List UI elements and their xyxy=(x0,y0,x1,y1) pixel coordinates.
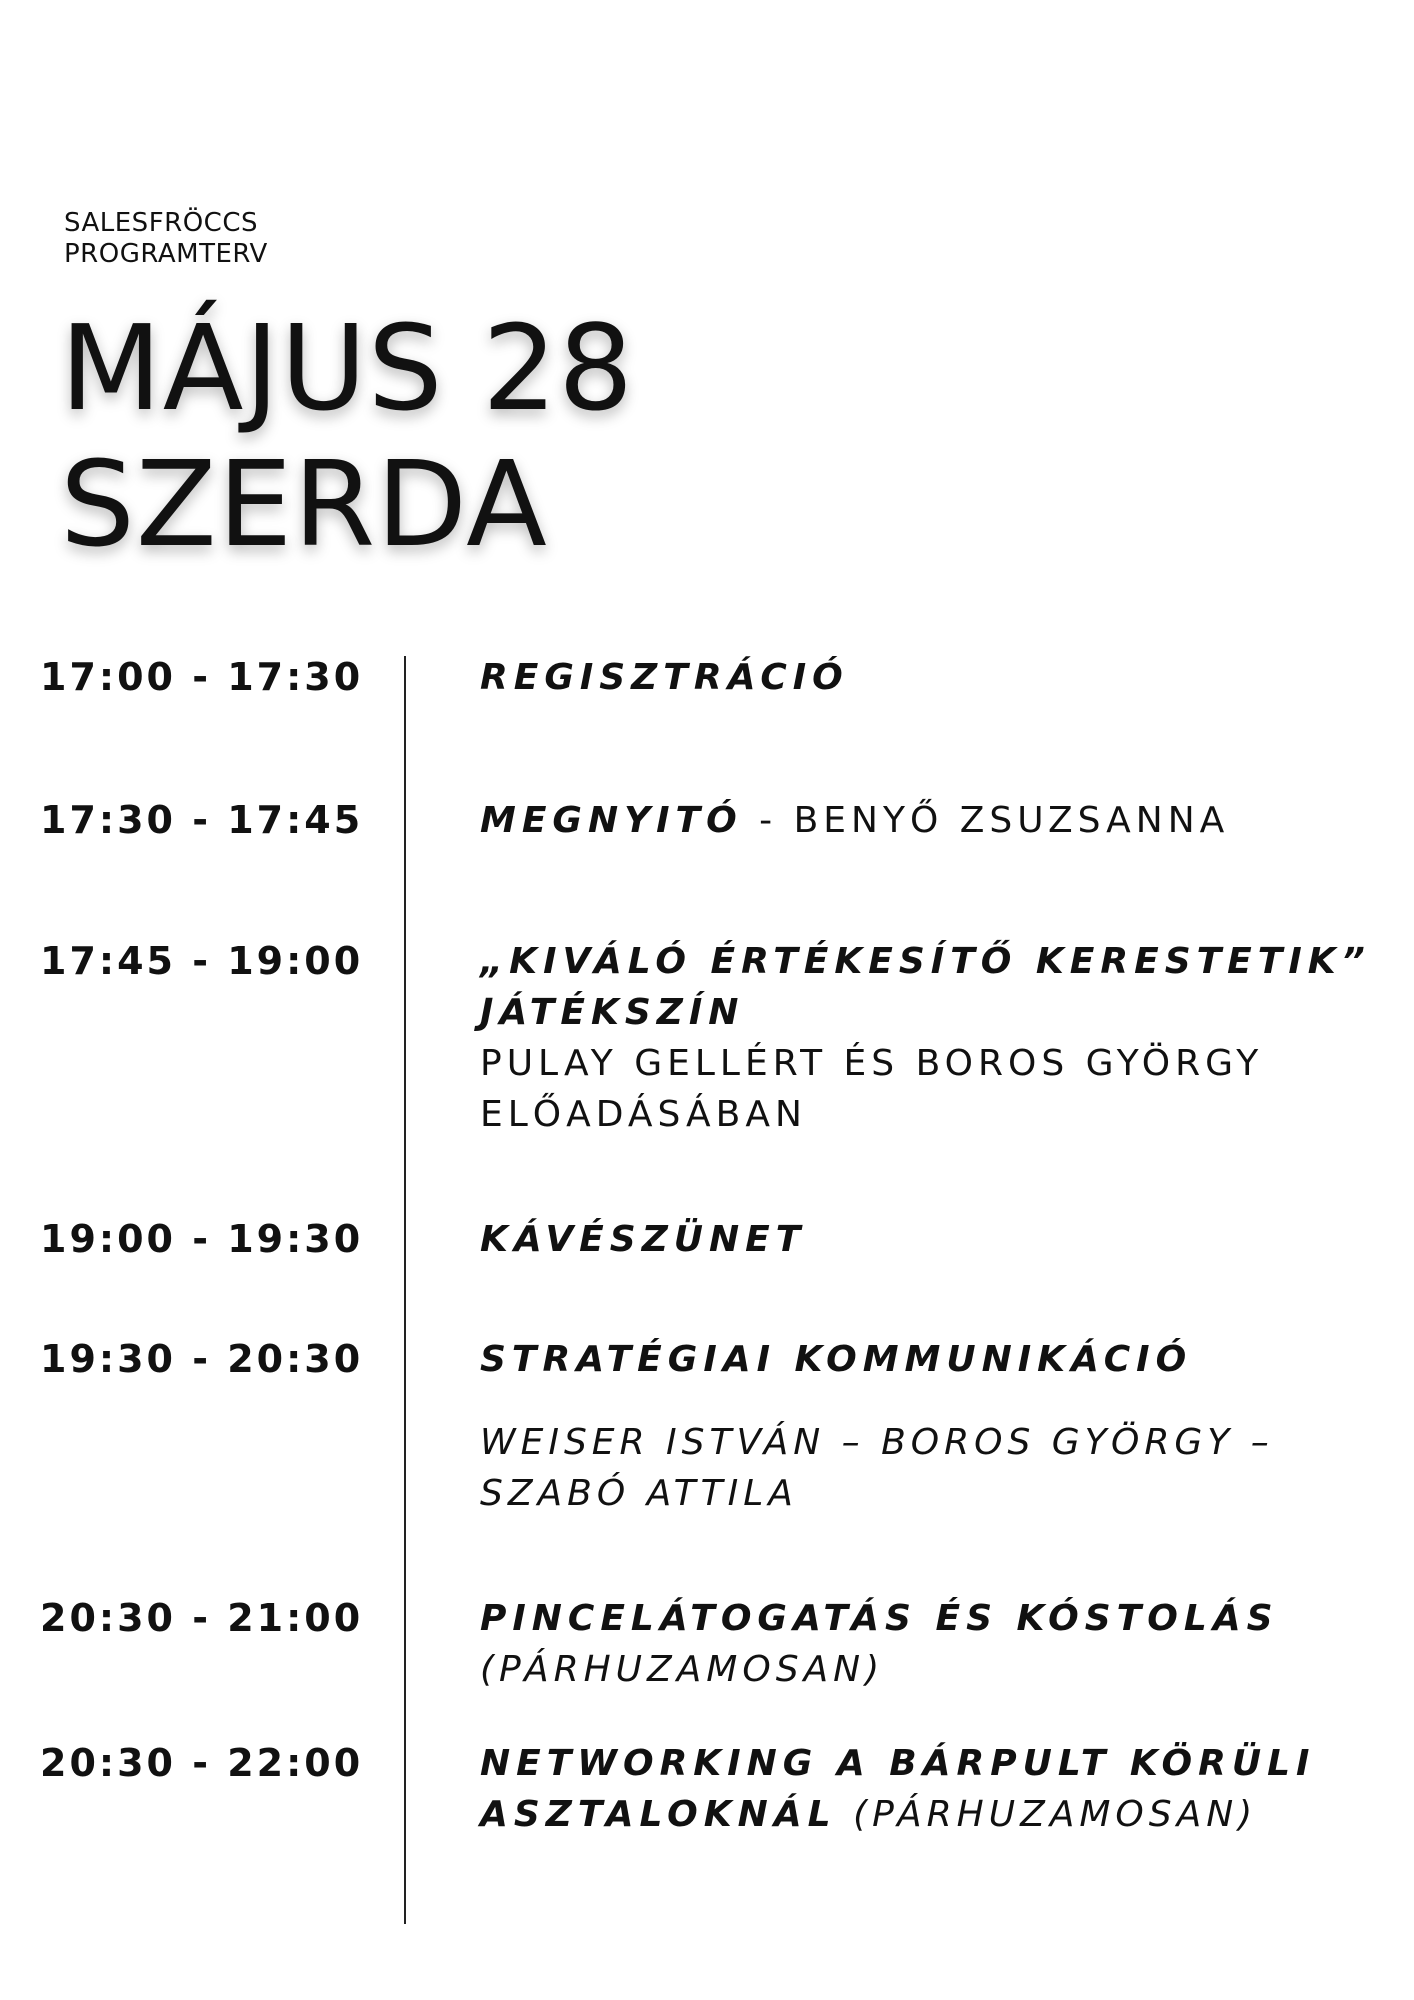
schedule-separator: - xyxy=(742,800,794,841)
subtitle-line-event: SALESFRÖCCS xyxy=(64,208,258,238)
schedule-time: 19:30 - 20:30 xyxy=(40,1337,364,1381)
schedule-time: 19:00 - 19:30 xyxy=(40,1217,364,1261)
schedule-time: 17:45 - 19:00 xyxy=(40,939,364,983)
page-title xyxy=(60,300,634,572)
schedule-note: (PÁRHUZAMOSAN) xyxy=(853,1794,1258,1835)
title-date: MÁJUS 28 xyxy=(60,299,635,437)
schedule-note: (PÁRHUZAMOSAN) xyxy=(480,1649,885,1690)
schedule-title: PINCELÁTOGATÁS ÉS KÓSTOLÁS xyxy=(480,1598,1279,1639)
schedule-title-line-with-note xyxy=(480,1789,1380,1840)
schedule-title-line: „KIVÁLÓ ÉRTÉKESÍTŐ KERESTETIK” xyxy=(480,941,1371,982)
schedule-title-line: JÁTÉKSZÍN xyxy=(480,992,745,1033)
subtitle-line-program: PROGRAMTERV xyxy=(64,239,268,269)
schedule-speakers-line: SZABÓ ATTILA xyxy=(480,1473,798,1514)
schedule-speaker: BENYŐ ZSUZSANNA xyxy=(793,800,1230,841)
schedule-content xyxy=(480,795,1380,846)
schedule-time: 20:30 - 22:00 xyxy=(40,1741,364,1785)
schedule-content xyxy=(480,1334,1380,1519)
schedule-content xyxy=(480,1214,1380,1265)
timeline-divider xyxy=(404,656,406,1924)
schedule-title: STRATÉGIAI KOMMUNIKÁCIÓ xyxy=(480,1339,1193,1380)
schedule-time: 20:30 - 21:00 xyxy=(40,1596,364,1640)
schedule-time: 17:30 - 17:45 xyxy=(40,798,364,842)
title-weekday: SZERDA xyxy=(60,435,548,573)
schedule-content xyxy=(480,1738,1380,1840)
schedule-speakers-line: WEISER ISTVÁN – BOROS GYÖRGY – xyxy=(480,1422,1274,1463)
schedule-detail-line: PULAY GELLÉRT ÉS BOROS GYÖRGY xyxy=(480,1043,1264,1084)
schedule-content xyxy=(480,1593,1380,1695)
schedule-title: MEGNYITÓ xyxy=(480,800,743,841)
event-subtitle xyxy=(64,208,268,270)
schedule-title-line: ASZTALOKNÁL xyxy=(480,1794,837,1835)
schedule-time: 17:00 - 17:30 xyxy=(40,655,364,699)
schedule-title: KÁVÉSZÜNET xyxy=(480,1219,807,1260)
schedule-content xyxy=(480,652,1380,703)
schedule-title-line: NETWORKING A BÁRPULT KÖRÜLI xyxy=(480,1743,1316,1784)
schedule-detail-line: ELŐADÁSÁBAN xyxy=(480,1094,807,1135)
schedule-title: REGISZTRÁCIÓ xyxy=(480,657,849,698)
schedule-content xyxy=(480,936,1380,1140)
